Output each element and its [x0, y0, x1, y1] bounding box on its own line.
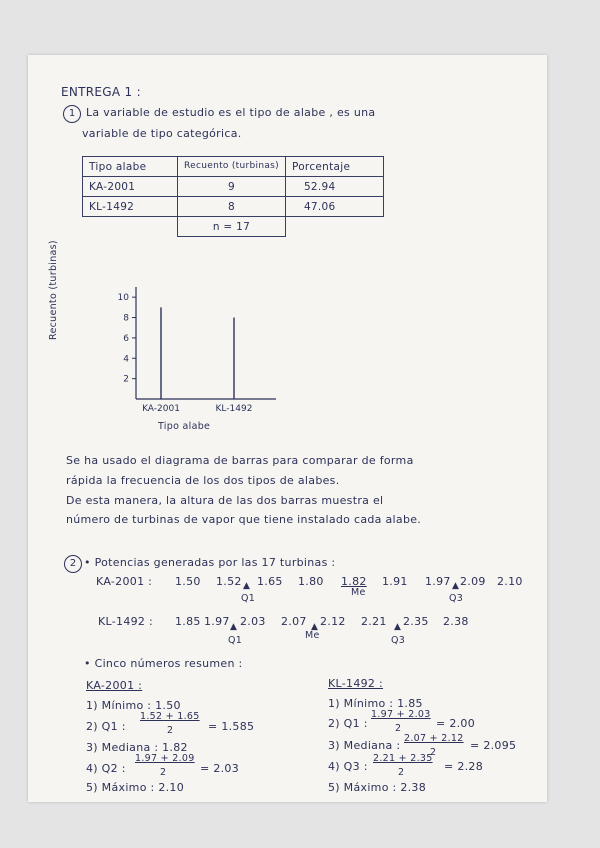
chart-y-tick-label: 6: [123, 333, 129, 344]
kl-q3-label: 4) Q3 :: [328, 760, 368, 773]
ka-q1-marker: Q1: [241, 593, 256, 604]
section-1-number: 1: [63, 105, 81, 123]
ka-values-label: KA-2001 :: [96, 575, 153, 588]
section-1-line-1: La variable de estudio es el tipo de alabe , es una: [86, 106, 376, 119]
ka-min: 1) Mínimo : 1.50: [86, 699, 181, 712]
kl-value: 1.85: [175, 615, 201, 628]
ka-value: 1.52: [216, 575, 242, 588]
kl-q3-result: = 2.28: [444, 760, 484, 773]
ka-median-marker: Me: [351, 587, 366, 598]
chart-category-label: KA-2001: [142, 404, 180, 414]
kl-q1-denominator: 2: [395, 723, 402, 734]
ka-q1-label: 2) Q1 :: [86, 720, 126, 733]
table-cell: 9: [178, 177, 286, 197]
kl-value: 2.03: [240, 615, 266, 628]
ka-value: 2.10: [497, 575, 523, 588]
kl-q1-label: 2) Q1 :: [328, 717, 368, 730]
ka-value: 1.65: [257, 575, 283, 588]
table-cell: KA-2001: [83, 177, 178, 197]
paragraph-line-4: número de turbinas de vapor que tiene instalado cada alabe.: [66, 513, 422, 526]
notebook-page: [28, 55, 547, 802]
ka-value: 1.97: [425, 575, 451, 588]
table-cell: 52.94: [285, 177, 383, 197]
chart-y-tick-label: 2: [123, 374, 129, 385]
chart-x-label: Tipo alabe: [158, 421, 211, 432]
ka-q2-denominator: 2: [160, 767, 167, 778]
kl-value: 2.12: [320, 615, 346, 628]
kl-min: 1) Mínimo : 1.85: [328, 697, 423, 710]
table-total: n = 17: [178, 217, 286, 237]
table-header: Tipo alabe: [83, 157, 178, 177]
kl-median-marker: Me: [305, 630, 320, 641]
kl-median-denominator: 2: [430, 747, 437, 758]
table-cell: 47.06: [285, 197, 383, 217]
kl-max: 5) Máximo : 2.38: [328, 781, 427, 794]
table-cell: 8: [178, 197, 286, 217]
chart-y-tick-label: 4: [123, 354, 129, 365]
kl-value: 2.21: [361, 615, 387, 628]
arrow-up-icon: ▲: [243, 581, 250, 591]
ka-median: 3) Mediana : 1.82: [86, 741, 188, 754]
kl-median-label: 3) Mediana :: [328, 739, 401, 752]
chart-category-label: KL-1492: [215, 404, 253, 414]
table-cell: KL-1492: [83, 197, 178, 217]
chart-y-tick-label: 10: [117, 293, 129, 304]
table-header: Recuento (turbinas): [178, 157, 286, 177]
ka-value: 1.82: [341, 575, 367, 588]
kl-q3-denominator: 2: [398, 767, 405, 778]
paragraph-line-1: Se ha usado el diagrama de barras para comparar de forma: [66, 454, 414, 467]
section-2-title: • Potencias generadas por las 17 turbinas :: [84, 556, 336, 569]
ka-q1-numerator: 1.52 + 1.65: [140, 711, 200, 722]
paragraph-line-2: rápida la frecuencia de los dos tipos de alabes.: [66, 474, 340, 487]
section-1-line-2: variable de tipo categórica.: [82, 127, 242, 140]
ka-value: 1.50: [175, 575, 201, 588]
kl-value: 1.97: [204, 615, 230, 628]
ka-q2-label: 4) Q2 :: [86, 762, 126, 775]
summary-title: • Cinco números resumen :: [84, 657, 243, 670]
table-header: Porcentaje: [285, 157, 383, 177]
arrow-up-icon: ▲: [230, 622, 237, 632]
page-heading: ENTREGA 1 :: [61, 85, 141, 99]
kl-q1-marker: Q1: [228, 635, 243, 646]
bar-chart: [28, 55, 547, 455]
chart-y-label: Recuento (turbinas): [48, 240, 59, 340]
kl-summary-title: KL-1492 :: [328, 677, 384, 690]
kl-median-result: = 2.095: [470, 739, 517, 752]
ka-q3-marker: Q3: [449, 593, 464, 604]
kl-values-label: KL-1492 :: [98, 615, 154, 628]
ka-summary-title: KA-2001 :: [86, 679, 143, 692]
kl-q3-marker: Q3: [391, 635, 406, 646]
chart-y-tick-label: 8: [123, 313, 129, 324]
arrow-up-icon: ▲: [394, 622, 401, 632]
arrow-up-icon: ▲: [452, 581, 459, 591]
ka-q1-result: = 1.585: [208, 720, 255, 733]
paragraph-line-3: De esta manera, la altura de las dos barras muestra el: [66, 494, 384, 507]
section-2-number: 2: [64, 555, 82, 573]
ka-value: 2.09: [460, 575, 486, 588]
kl-median-numerator: 2.07 + 2.12: [404, 733, 464, 744]
ka-max: 5) Máximo : 2.10: [86, 781, 185, 794]
ka-value: 1.80: [298, 575, 324, 588]
kl-q1-result: = 2.00: [436, 717, 476, 730]
ka-q1-denominator: 2: [167, 725, 174, 736]
kl-q1-numerator: 1.97 + 2.03: [371, 709, 431, 720]
arrow-up-icon: ▲: [311, 622, 318, 632]
kl-q3-numerator: 2.21 + 2.35: [373, 753, 433, 764]
kl-value: 2.35: [403, 615, 429, 628]
ka-q2-result: = 2.03: [200, 762, 240, 775]
kl-value: 2.07: [281, 615, 307, 628]
kl-value: 2.38: [443, 615, 469, 628]
ka-q2-numerator: 1.97 + 2.09: [135, 753, 195, 764]
ka-value: 1.91: [382, 575, 408, 588]
